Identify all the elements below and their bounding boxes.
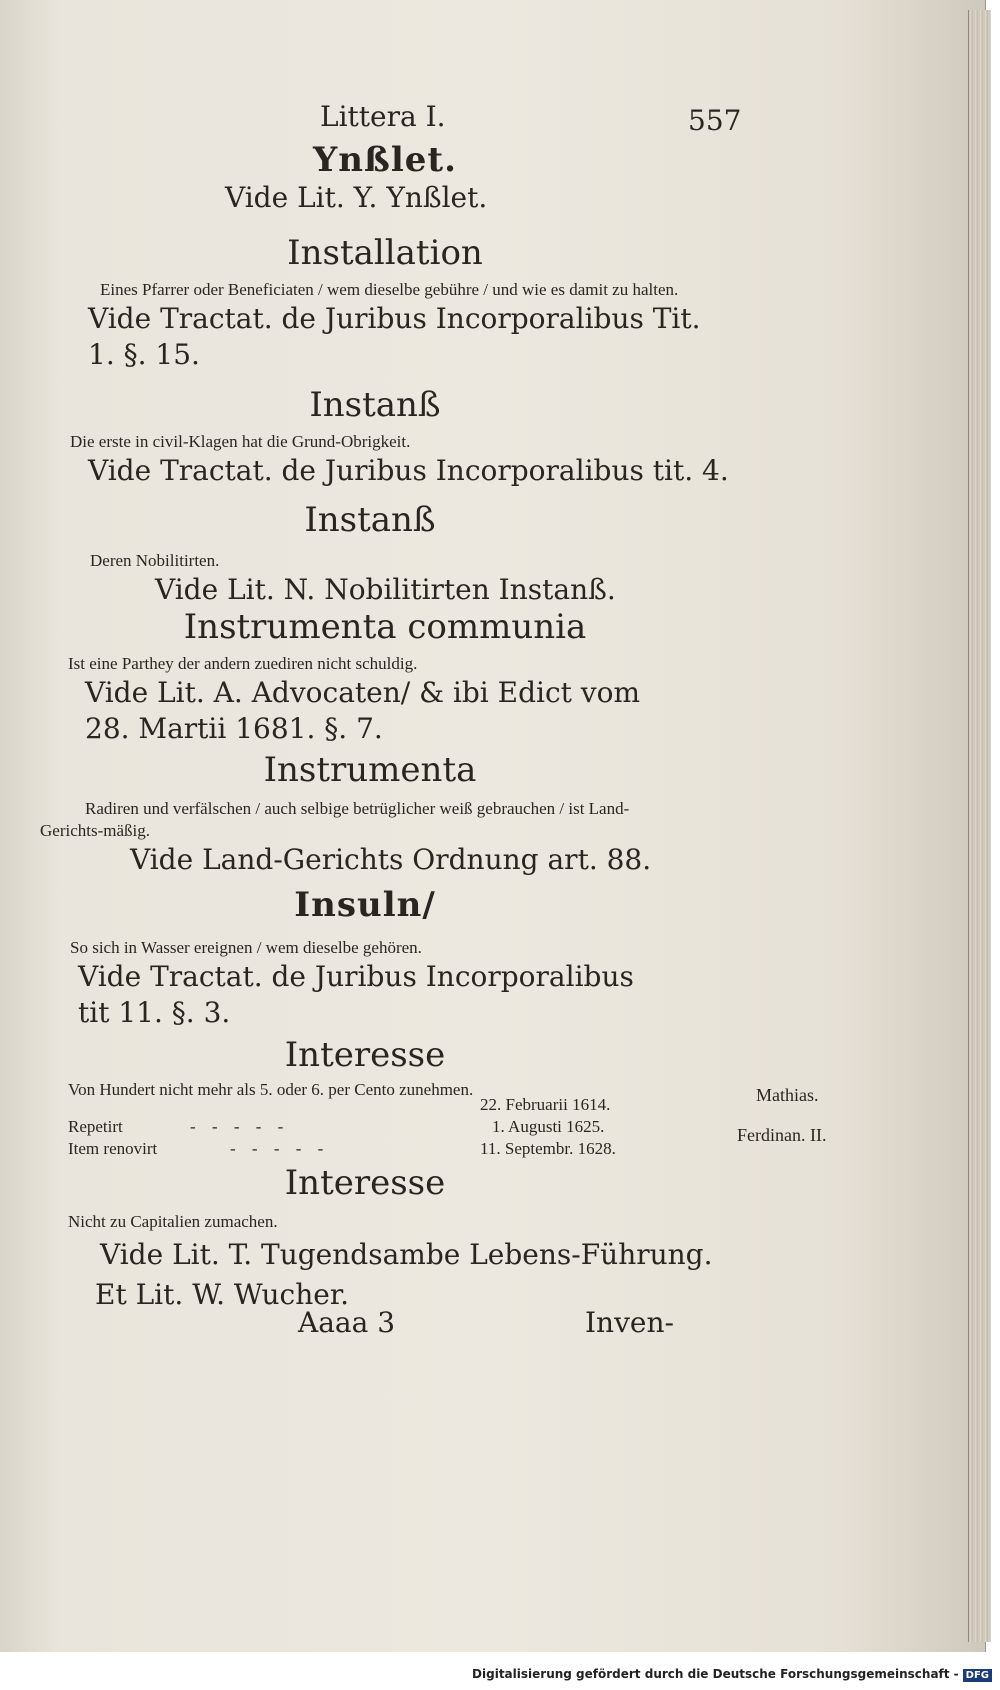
interest-label-repetirt: Repetirt bbox=[68, 1117, 123, 1136]
entry-heading: Installation bbox=[287, 233, 483, 273]
entry-heading: Instrumenta bbox=[263, 750, 477, 790]
entry-instrumenta bbox=[40, 750, 730, 878]
entry-subtext: Eines Pfarrer oder Beneficiaten / wem dieselbe gebühre / und wie es damit zu halten. bbox=[100, 280, 679, 299]
book-page-edges bbox=[968, 10, 991, 1642]
entry-subtext: So sich in Wasser ereignen / wem dieselbe gehören. bbox=[70, 938, 422, 957]
header-title: Littera I. bbox=[320, 100, 446, 133]
footer-credit bbox=[472, 1667, 992, 1682]
entry-interesse-1 bbox=[40, 1035, 730, 1101]
entry-subtext: Radiren und verfälschen / auch selbige betrüglicher weiß gebrauchen / ist Land-Gerichts-mäßig. bbox=[40, 799, 630, 840]
entry-subtext: Deren Nobilitirten. bbox=[90, 551, 220, 570]
entry-reference: Vide Lit. N. Nobilitirten Instanß. bbox=[155, 573, 616, 606]
signature-mark: Aaaa 3 bbox=[298, 1306, 396, 1339]
page-header bbox=[300, 100, 740, 144]
interest-date-2: 1. Augusti 1625. bbox=[492, 1117, 605, 1136]
entry-instanss-1 bbox=[40, 385, 730, 489]
entry-reference: Vide Lit. Y. Ynßlet. bbox=[225, 181, 488, 214]
entry-heading: Instanß bbox=[304, 500, 436, 540]
entry-installation bbox=[40, 233, 730, 373]
entry-reference: Vide Lit. T. Tugendsambe Lebens-Führung. bbox=[100, 1238, 713, 1271]
interest-label-renovirt: Item renovirt bbox=[68, 1139, 158, 1158]
entry-subtext: Nicht zu Capitalien zumachen. bbox=[68, 1212, 278, 1231]
interest-dashes: - - - - - bbox=[230, 1139, 330, 1158]
footer-credit-text: Digitalisierung gefördert durch die Deutsche Forschungsgemeinschaft - bbox=[472, 1667, 959, 1681]
entry-subtext: Die erste in civil-Klagen hat die Grund-Obrigkeit. bbox=[70, 432, 411, 451]
interest-date-3: 11. Septembr. 1628. bbox=[480, 1139, 616, 1158]
entry-heading: Interesse bbox=[284, 1035, 446, 1075]
entry-reference: Vide Tractat. de Juribus Incorporalibus tit 11. §. 3. bbox=[78, 960, 634, 1029]
interest-date-1: 22. Februarii 1614. bbox=[480, 1095, 611, 1114]
entry-instanss-2 bbox=[40, 500, 730, 608]
margin-ruler-ferdinand: Ferdinan. II. bbox=[737, 1125, 827, 1145]
entry-subtext: Von Hundert nicht mehr als 5. oder 6. per Cento zunehmen. bbox=[68, 1080, 474, 1099]
entry-ynsslet bbox=[40, 140, 730, 216]
entry-reference: Vide Lit. A. Advocaten/ & ibi Edict vom 28. Martii 1681. §. 7. bbox=[85, 676, 641, 745]
extra-reference: Et Lit. W. Wucher. bbox=[95, 1278, 350, 1311]
entry-reference: Vide Tractat. de Juribus Incorporalibus tit. 4. bbox=[88, 454, 729, 487]
entry-heading: Instrumenta communia bbox=[183, 607, 587, 647]
dfg-logo: DFG bbox=[963, 1669, 992, 1682]
entry-reference: Vide Land-Gerichts Ordnung art. 88. bbox=[130, 843, 652, 876]
entry-heading: Ynßlet. bbox=[313, 140, 457, 180]
entry-instrumenta-communia bbox=[40, 607, 730, 747]
page-number: 557 bbox=[688, 104, 742, 137]
entry-reference: Vide Tractat. de Juribus Incorporalibus Tit. 1. §. 15. bbox=[88, 302, 701, 371]
interest-dashes: - - - - - bbox=[190, 1117, 290, 1136]
entry-heading: Insuln/ bbox=[294, 885, 436, 925]
entry-interesse-2 bbox=[40, 1163, 730, 1313]
margin-ruler-mathias: Mathias. bbox=[756, 1085, 819, 1105]
footer-bar bbox=[0, 1655, 1000, 1690]
entry-heading: Instanß bbox=[309, 385, 441, 425]
catchword: Inven- bbox=[585, 1306, 674, 1339]
entry-heading: Interesse bbox=[284, 1163, 446, 1203]
entry-subtext: Ist eine Parthey der andern zuediren nicht schuldig. bbox=[68, 654, 418, 673]
entry-insuln bbox=[40, 885, 730, 1031]
